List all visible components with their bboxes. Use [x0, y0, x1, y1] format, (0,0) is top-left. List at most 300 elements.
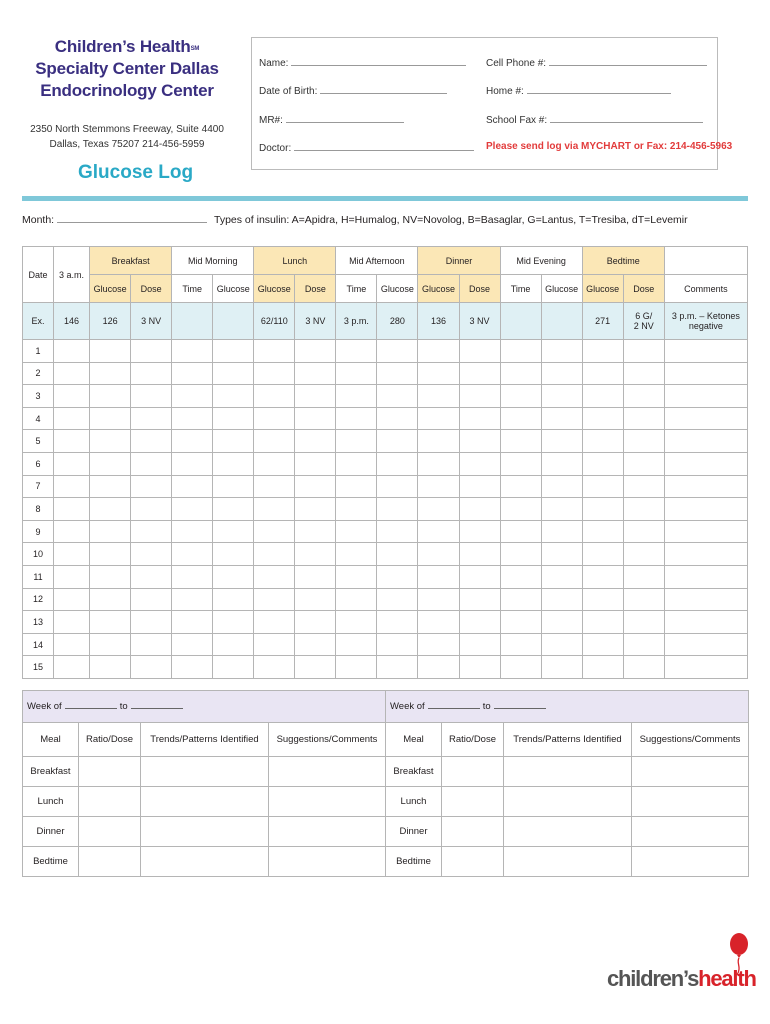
week-start-line[interactable]	[65, 701, 117, 709]
entry-cell[interactable]	[213, 385, 254, 408]
entry-cell[interactable]	[582, 430, 623, 453]
entry-cell[interactable]	[295, 498, 336, 521]
entry-cell[interactable]	[664, 407, 747, 430]
entry-cell[interactable]	[459, 362, 500, 385]
entry-cell[interactable]	[623, 633, 664, 656]
entry-cell[interactable]	[254, 475, 295, 498]
week-meal-row	[23, 757, 386, 787]
entry-cell[interactable]	[131, 340, 172, 363]
entry-cell[interactable]	[336, 565, 377, 588]
entry-cell[interactable]	[623, 407, 664, 430]
home-phone-field[interactable]	[486, 85, 671, 97]
entry-cell[interactable]	[131, 407, 172, 430]
entry-cell[interactable]	[90, 588, 131, 611]
entry-cell[interactable]	[664, 520, 747, 543]
entry-cell[interactable]	[582, 656, 623, 679]
divider-rule	[22, 196, 748, 201]
entry-cell[interactable]	[664, 340, 747, 363]
entry-cell[interactable]	[418, 543, 459, 566]
entry-cell[interactable]	[172, 588, 213, 611]
week-entry-cell[interactable]	[141, 847, 269, 877]
entry-cell[interactable]	[254, 430, 295, 453]
entry-cell[interactable]	[377, 475, 418, 498]
entry-cell[interactable]	[582, 340, 623, 363]
entry-cell[interactable]	[418, 611, 459, 634]
entry-cell[interactable]	[541, 452, 582, 475]
entry-cell[interactable]	[254, 362, 295, 385]
entry-cell[interactable]	[254, 407, 295, 430]
entry-cell[interactable]	[459, 588, 500, 611]
entry-cell[interactable]	[336, 588, 377, 611]
entry-cell[interactable]	[172, 565, 213, 588]
entry-cell[interactable]	[213, 430, 254, 453]
entry-cell[interactable]	[131, 565, 172, 588]
row-date: 6	[23, 452, 54, 475]
entry-cell[interactable]	[582, 520, 623, 543]
entry-cell[interactable]	[500, 520, 541, 543]
entry-cell[interactable]	[541, 633, 582, 656]
entry-cell[interactable]	[131, 611, 172, 634]
week-of-cell[interactable]	[23, 691, 386, 723]
entry-cell[interactable]	[459, 543, 500, 566]
entry-cell[interactable]	[582, 543, 623, 566]
week-entry-cell[interactable]	[141, 757, 269, 787]
entry-cell[interactable]	[90, 520, 131, 543]
entry-cell[interactable]	[664, 452, 747, 475]
entry-cell[interactable]	[90, 340, 131, 363]
entry-cell[interactable]	[213, 407, 254, 430]
entry-cell[interactable]	[131, 475, 172, 498]
log-row	[23, 452, 748, 475]
entry-cell[interactable]	[623, 498, 664, 521]
week-entry-cell[interactable]	[632, 787, 749, 817]
entry-cell[interactable]	[213, 475, 254, 498]
entry-cell[interactable]	[418, 656, 459, 679]
entry-cell[interactable]	[459, 430, 500, 453]
entry-cell[interactable]	[295, 362, 336, 385]
week-entry-cell[interactable]	[269, 847, 386, 877]
entry-cell[interactable]	[90, 475, 131, 498]
entry-cell[interactable]	[336, 543, 377, 566]
week-of-cell[interactable]	[386, 691, 749, 723]
entry-cell[interactable]	[213, 362, 254, 385]
week-entry-cell[interactable]	[632, 817, 749, 847]
entry-cell[interactable]	[377, 520, 418, 543]
entry-cell[interactable]	[664, 588, 747, 611]
entry-cell[interactable]	[54, 475, 90, 498]
entry-cell[interactable]	[336, 656, 377, 679]
week-end-line[interactable]	[131, 701, 183, 709]
entry-cell[interactable]	[500, 588, 541, 611]
entry-cell[interactable]	[459, 452, 500, 475]
entry-cell[interactable]	[377, 407, 418, 430]
entry-cell[interactable]	[131, 656, 172, 679]
entry-cell[interactable]	[459, 656, 500, 679]
entry-cell[interactable]	[213, 565, 254, 588]
entry-cell[interactable]	[664, 498, 747, 521]
entry-cell[interactable]	[295, 520, 336, 543]
entry-cell[interactable]	[418, 520, 459, 543]
entry-cell[interactable]	[295, 407, 336, 430]
entry-cell[interactable]	[90, 633, 131, 656]
entry-cell[interactable]	[623, 520, 664, 543]
entry-cell[interactable]	[90, 611, 131, 634]
entry-cell[interactable]	[418, 452, 459, 475]
entry-cell[interactable]	[54, 340, 90, 363]
entry-cell[interactable]	[213, 588, 254, 611]
week-entry-cell[interactable]	[632, 757, 749, 787]
entry-cell[interactable]	[664, 385, 747, 408]
entry-cell[interactable]	[500, 565, 541, 588]
entry-cell[interactable]	[172, 407, 213, 430]
entry-cell[interactable]	[623, 385, 664, 408]
entry-cell[interactable]	[54, 452, 90, 475]
entry-cell[interactable]	[377, 498, 418, 521]
mr-line[interactable]	[286, 114, 404, 123]
entry-cell[interactable]	[254, 520, 295, 543]
entry-cell[interactable]	[131, 385, 172, 408]
entry-cell[interactable]	[172, 543, 213, 566]
entry-cell[interactable]	[377, 588, 418, 611]
month-line[interactable]	[57, 214, 207, 223]
week-entry-cell[interactable]	[504, 757, 632, 787]
entry-cell[interactable]	[336, 520, 377, 543]
entry-cell[interactable]	[213, 633, 254, 656]
entry-cell[interactable]	[213, 498, 254, 521]
entry-cell[interactable]	[623, 362, 664, 385]
entry-cell[interactable]	[377, 430, 418, 453]
entry-cell[interactable]	[418, 430, 459, 453]
entry-cell[interactable]	[500, 656, 541, 679]
school-fax-line[interactable]	[550, 114, 703, 123]
entry-cell[interactable]	[459, 407, 500, 430]
entry-cell[interactable]	[172, 340, 213, 363]
entry-cell[interactable]	[459, 633, 500, 656]
entry-cell[interactable]	[213, 340, 254, 363]
week-end-line[interactable]	[494, 701, 546, 709]
entry-cell[interactable]	[541, 475, 582, 498]
entry-cell[interactable]	[664, 362, 747, 385]
entry-cell[interactable]	[541, 565, 582, 588]
entry-cell[interactable]	[295, 543, 336, 566]
week-entry-cell[interactable]	[442, 847, 504, 877]
entry-cell[interactable]	[295, 565, 336, 588]
entry-cell[interactable]	[90, 407, 131, 430]
entry-cell[interactable]	[541, 340, 582, 363]
week-entry-cell[interactable]	[141, 787, 269, 817]
entry-cell[interactable]	[54, 543, 90, 566]
dob-line[interactable]	[320, 85, 447, 94]
entry-cell[interactable]	[295, 452, 336, 475]
entry-cell[interactable]	[623, 588, 664, 611]
entry-cell[interactable]	[418, 565, 459, 588]
entry-cell[interactable]	[541, 656, 582, 679]
entry-cell[interactable]	[377, 611, 418, 634]
school-fax-field[interactable]	[486, 114, 703, 126]
entry-cell[interactable]	[664, 565, 747, 588]
entry-cell[interactable]	[172, 498, 213, 521]
entry-cell[interactable]	[500, 362, 541, 385]
entry-cell[interactable]	[336, 430, 377, 453]
entry-cell[interactable]	[377, 340, 418, 363]
page-title: Glucose Log	[78, 162, 194, 183]
example-cell	[172, 303, 213, 340]
week-entry-cell[interactable]	[504, 847, 632, 877]
entry-cell[interactable]	[131, 498, 172, 521]
entry-cell[interactable]	[254, 498, 295, 521]
entry-cell[interactable]	[582, 475, 623, 498]
entry-cell[interactable]	[54, 385, 90, 408]
entry-cell[interactable]	[336, 633, 377, 656]
entry-cell[interactable]	[541, 520, 582, 543]
entry-cell[interactable]	[418, 475, 459, 498]
entry-cell[interactable]	[295, 656, 336, 679]
entry-cell[interactable]	[500, 543, 541, 566]
entry-cell[interactable]	[254, 588, 295, 611]
entry-cell[interactable]	[90, 430, 131, 453]
entry-cell[interactable]	[541, 362, 582, 385]
entry-cell[interactable]	[418, 588, 459, 611]
entry-cell[interactable]	[131, 588, 172, 611]
entry-cell[interactable]	[623, 565, 664, 588]
entry-cell[interactable]	[336, 498, 377, 521]
entry-cell[interactable]	[172, 362, 213, 385]
entry-cell[interactable]	[336, 385, 377, 408]
entry-cell[interactable]	[213, 611, 254, 634]
entry-cell[interactable]	[582, 452, 623, 475]
entry-cell[interactable]	[90, 565, 131, 588]
entry-cell[interactable]	[254, 543, 295, 566]
entry-cell[interactable]	[459, 340, 500, 363]
log-row	[23, 656, 748, 679]
entry-cell[interactable]	[582, 498, 623, 521]
entry-cell[interactable]	[377, 452, 418, 475]
week-entry-cell[interactable]	[504, 817, 632, 847]
entry-cell[interactable]	[254, 611, 295, 634]
entry-cell[interactable]	[54, 565, 90, 588]
entry-cell[interactable]	[418, 407, 459, 430]
entry-cell[interactable]	[295, 611, 336, 634]
week-entry-cell[interactable]	[269, 817, 386, 847]
entry-cell[interactable]	[377, 656, 418, 679]
entry-cell[interactable]	[131, 633, 172, 656]
week-entry-cell[interactable]	[442, 787, 504, 817]
entry-cell[interactable]	[254, 633, 295, 656]
entry-cell[interactable]	[582, 565, 623, 588]
week-entry-cell[interactable]	[79, 847, 141, 877]
cell-phone-field[interactable]	[486, 57, 707, 69]
row-date: 7	[23, 475, 54, 498]
entry-cell[interactable]	[500, 407, 541, 430]
entry-cell[interactable]	[623, 611, 664, 634]
entry-cell[interactable]	[254, 656, 295, 679]
entry-cell[interactable]	[500, 385, 541, 408]
entry-cell[interactable]	[459, 565, 500, 588]
entry-cell[interactable]	[500, 452, 541, 475]
doctor-line[interactable]	[294, 142, 474, 151]
entry-cell[interactable]	[54, 633, 90, 656]
entry-cell[interactable]	[54, 407, 90, 430]
entry-cell[interactable]	[459, 611, 500, 634]
entry-cell[interactable]	[336, 611, 377, 634]
entry-cell[interactable]	[131, 362, 172, 385]
week-entry-cell[interactable]	[269, 757, 386, 787]
entry-cell[interactable]	[623, 475, 664, 498]
entry-cell[interactable]	[377, 565, 418, 588]
week-entry-cell[interactable]	[141, 817, 269, 847]
entry-cell[interactable]	[254, 340, 295, 363]
entry-cell[interactable]	[54, 656, 90, 679]
entry-cell[interactable]	[623, 452, 664, 475]
cell-phone-line[interactable]	[549, 57, 707, 66]
entry-cell[interactable]	[54, 498, 90, 521]
entry-cell[interactable]	[541, 611, 582, 634]
entry-cell[interactable]	[582, 633, 623, 656]
entry-cell[interactable]	[295, 385, 336, 408]
entry-cell[interactable]	[213, 520, 254, 543]
week-entry-cell[interactable]	[269, 787, 386, 817]
entry-cell[interactable]	[582, 362, 623, 385]
entry-cell[interactable]	[500, 475, 541, 498]
entry-cell[interactable]	[172, 430, 213, 453]
name-line[interactable]	[291, 57, 466, 66]
entry-cell[interactable]	[459, 385, 500, 408]
entry-cell[interactable]	[54, 362, 90, 385]
entry-cell[interactable]	[131, 452, 172, 475]
entry-cell[interactable]	[295, 633, 336, 656]
entry-cell[interactable]	[664, 475, 747, 498]
entry-cell[interactable]	[582, 385, 623, 408]
entry-cell[interactable]	[336, 340, 377, 363]
entry-cell[interactable]	[254, 452, 295, 475]
entry-cell[interactable]	[623, 340, 664, 363]
entry-cell[interactable]	[459, 520, 500, 543]
doctor-field[interactable]	[259, 142, 474, 154]
week-start-line[interactable]	[428, 701, 480, 709]
week-header-row	[23, 723, 386, 757]
entry-cell[interactable]	[623, 656, 664, 679]
entry-cell[interactable]	[254, 385, 295, 408]
entry-cell[interactable]	[54, 611, 90, 634]
home-phone-line[interactable]	[527, 85, 671, 94]
entry-cell[interactable]	[213, 452, 254, 475]
entry-cell[interactable]	[90, 362, 131, 385]
entry-cell[interactable]	[459, 498, 500, 521]
entry-cell[interactable]	[664, 543, 747, 566]
dob-field[interactable]	[259, 85, 447, 97]
entry-cell[interactable]	[582, 588, 623, 611]
entry-cell[interactable]	[90, 543, 131, 566]
entry-cell[interactable]	[336, 362, 377, 385]
week-entry-cell[interactable]	[442, 817, 504, 847]
entry-cell[interactable]	[500, 611, 541, 634]
week-entry-cell[interactable]	[442, 757, 504, 787]
entry-cell[interactable]	[377, 543, 418, 566]
entry-cell[interactable]	[459, 475, 500, 498]
entry-cell[interactable]	[377, 362, 418, 385]
mr-field[interactable]	[259, 114, 404, 126]
entry-cell[interactable]	[623, 430, 664, 453]
entry-cell[interactable]	[418, 362, 459, 385]
entry-cell[interactable]	[664, 633, 747, 656]
entry-cell[interactable]	[582, 407, 623, 430]
entry-cell[interactable]	[418, 633, 459, 656]
week-entry-cell[interactable]	[79, 757, 141, 787]
entry-cell[interactable]	[172, 656, 213, 679]
entry-cell[interactable]	[664, 611, 747, 634]
entry-cell[interactable]	[172, 385, 213, 408]
entry-cell[interactable]	[377, 385, 418, 408]
entry-cell[interactable]	[336, 407, 377, 430]
week-entry-cell[interactable]	[79, 817, 141, 847]
entry-cell[interactable]	[90, 656, 131, 679]
entry-cell[interactable]	[90, 385, 131, 408]
entry-cell[interactable]	[500, 340, 541, 363]
entry-cell[interactable]	[664, 430, 747, 453]
entry-cell[interactable]	[172, 452, 213, 475]
entry-cell[interactable]	[500, 430, 541, 453]
entry-cell[interactable]	[541, 430, 582, 453]
week-entry-cell[interactable]	[504, 787, 632, 817]
entry-cell[interactable]	[295, 588, 336, 611]
entry-cell[interactable]	[213, 543, 254, 566]
entry-cell[interactable]	[582, 611, 623, 634]
entry-cell[interactable]	[131, 543, 172, 566]
header-lunch: Lunch	[254, 247, 336, 275]
entry-cell[interactable]	[541, 588, 582, 611]
entry-cell[interactable]	[418, 340, 459, 363]
entry-cell[interactable]	[623, 543, 664, 566]
meal-label: Dinner	[23, 817, 79, 847]
entry-cell[interactable]	[131, 430, 172, 453]
entry-cell[interactable]	[541, 498, 582, 521]
entry-cell[interactable]	[418, 498, 459, 521]
entry-cell[interactable]	[500, 498, 541, 521]
entry-cell[interactable]	[295, 340, 336, 363]
entry-cell[interactable]	[213, 656, 254, 679]
entry-cell[interactable]	[295, 475, 336, 498]
name-label: Name:	[259, 58, 289, 69]
entry-cell[interactable]	[295, 430, 336, 453]
entry-cell[interactable]	[418, 385, 459, 408]
entry-cell[interactable]	[377, 633, 418, 656]
entry-cell[interactable]	[54, 520, 90, 543]
entry-cell[interactable]	[500, 633, 541, 656]
entry-cell[interactable]	[90, 498, 131, 521]
entry-cell[interactable]	[541, 385, 582, 408]
entry-cell[interactable]	[54, 430, 90, 453]
meal-label: Breakfast	[386, 757, 442, 787]
entry-cell[interactable]	[172, 475, 213, 498]
entry-cell[interactable]	[254, 565, 295, 588]
entry-cell[interactable]	[172, 633, 213, 656]
name-field[interactable]	[259, 57, 466, 69]
entry-cell[interactable]	[336, 475, 377, 498]
entry-cell[interactable]	[336, 452, 377, 475]
entry-cell[interactable]	[172, 611, 213, 634]
week-entry-cell[interactable]	[79, 787, 141, 817]
week-entry-cell[interactable]	[632, 847, 749, 877]
month-label: Month:	[22, 214, 55, 226]
entry-cell[interactable]	[90, 452, 131, 475]
entry-cell[interactable]	[541, 543, 582, 566]
entry-cell[interactable]	[664, 656, 747, 679]
entry-cell[interactable]	[54, 588, 90, 611]
entry-cell[interactable]	[541, 407, 582, 430]
month-field[interactable]	[22, 214, 207, 226]
entry-cell[interactable]	[131, 520, 172, 543]
entry-cell[interactable]	[172, 520, 213, 543]
